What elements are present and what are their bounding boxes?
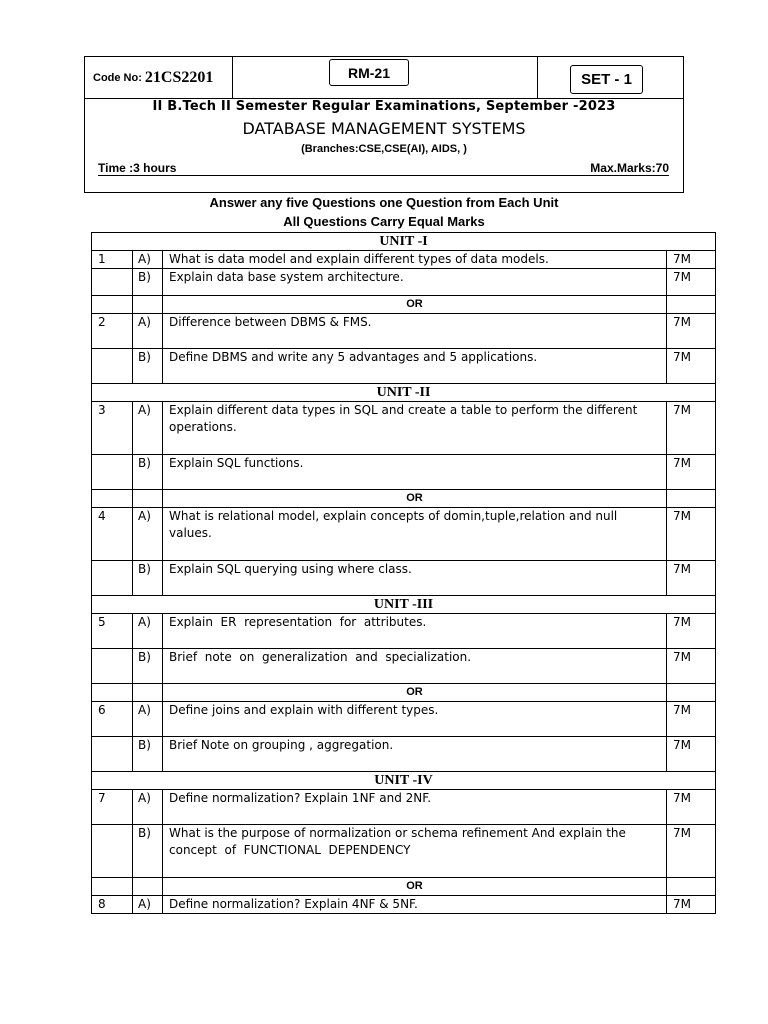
or-row [92,878,716,896]
exam-title: II B.Tech II Semester Regular Examinations, September -2023 [152,99,616,114]
header-top-row [85,57,683,99]
question-part: B) [133,349,163,384]
question-number-empty [92,269,133,296]
or-row [92,684,716,702]
question-marks: 7M [667,614,716,649]
code-cell [85,57,233,98]
unit-heading-2: UNIT -II [92,384,716,402]
question-marks: 7M [667,269,716,296]
question-row [92,790,716,825]
unit-heading-3: UNIT -III [92,596,716,614]
or-spacer [92,296,133,314]
unit-row [92,384,716,402]
question-part: A) [133,402,163,455]
question-text: Define normalization? Explain 4NF & 5NF. [163,896,667,914]
or-spacer [133,684,163,702]
or-spacer [133,878,163,896]
or-spacer [667,490,716,508]
question-marks: 7M [667,790,716,825]
question-marks: 7M [667,314,716,349]
question-row [92,737,716,772]
or-row [92,490,716,508]
max-marks-label: Max.Marks:70 [590,161,669,175]
or-label: OR [163,490,667,508]
or-spacer [667,878,716,896]
question-marks: 7M [667,702,716,737]
set-badge: SET - 1 [570,65,643,94]
question-part: B) [133,649,163,684]
or-spacer [92,684,133,702]
or-spacer [133,490,163,508]
or-label: OR [163,684,667,702]
question-row [92,702,716,737]
question-text: Difference between DBMS & FMS. [163,314,667,349]
question-number: 7 [92,790,133,825]
question-row [92,402,716,455]
unit-row [92,596,716,614]
rm-badge: RM-21 [329,59,409,86]
question-marks: 7M [667,825,716,878]
or-label: OR [163,296,667,314]
question-part: A) [133,790,163,825]
question-text: What is data model and explain different types of data models. [163,251,667,269]
unit-row [92,233,716,251]
exam-header [84,56,684,193]
question-part: A) [133,314,163,349]
question-part: B) [133,561,163,596]
question-row [92,314,716,349]
question-number-empty [92,825,133,878]
question-row [92,614,716,649]
question-text: What is relational model, explain concepts of domin,tuple,relation and null values. [163,508,667,561]
question-text: Explain SQL functions. [163,455,667,490]
question-text: Define DBMS and write any 5 advantages and 5 applications. [163,349,667,384]
or-spacer [667,296,716,314]
question-marks: 7M [667,455,716,490]
question-row [92,825,716,878]
or-spacer [667,684,716,702]
question-marks: 7M [667,402,716,455]
question-part: A) [133,508,163,561]
question-marks: 7M [667,561,716,596]
question-marks: 7M [667,649,716,684]
question-number: 1 [92,251,133,269]
question-part: A) [133,896,163,914]
question-text: Explain SQL querying using where class. [163,561,667,596]
branches: (Branches:CSE,CSE(AI), AIDS, ) [301,143,467,155]
question-number: 8 [92,896,133,914]
question-number-empty [92,349,133,384]
question-row [92,508,716,561]
rm-cell [233,57,538,98]
question-text: Explain data base system architecture. [163,269,667,296]
question-marks: 7M [667,508,716,561]
question-marks: 7M [667,349,716,384]
question-text: Brief note on generalization and specialization. [163,649,667,684]
or-spacer [92,878,133,896]
question-part: B) [133,825,163,878]
question-part: A) [133,251,163,269]
question-text: What is the purpose of normalization or schema refinement And explain the concept of FUNCTIONAL DEPENDENCY [163,825,667,878]
question-number-empty [92,455,133,490]
question-marks: 7M [667,251,716,269]
question-number: 6 [92,702,133,737]
question-number: 5 [92,614,133,649]
or-spacer [133,296,163,314]
question-table [91,232,716,914]
instruction-line-1: Answer any five Questions one Question from Each Unit [209,195,559,210]
or-label: OR [163,878,667,896]
question-row [92,455,716,490]
question-number-empty [92,561,133,596]
question-text: Brief Note on grouping , aggregation. [163,737,667,772]
or-row [92,296,716,314]
question-text: Define joins and explain with different types. [163,702,667,737]
unit-heading-4: UNIT -IV [92,772,716,790]
question-number: 2 [92,314,133,349]
question-part: B) [133,269,163,296]
question-row [92,561,716,596]
question-text: Explain different data types in SQL and create a table to perform the different operations. [163,402,667,455]
question-part: B) [133,455,163,490]
question-text: Explain ER representation for attributes. [163,614,667,649]
question-marks: 7M [667,896,716,914]
question-row [92,649,716,684]
time-label: Time :3 hours [98,161,177,175]
question-part: B) [133,737,163,772]
question-row [92,251,716,269]
unit-row [92,772,716,790]
question-text: Define normalization? Explain 1NF and 2NF. [163,790,667,825]
question-part: A) [133,702,163,737]
instruction-line-2: All Questions Carry Equal Marks [283,214,485,229]
subject-title: DATABASE MANAGEMENT SYSTEMS [242,119,526,138]
question-row [92,896,716,914]
question-marks: 7M [667,737,716,772]
header-underline [98,175,669,176]
question-part: A) [133,614,163,649]
question-row [92,269,716,296]
question-number-empty [92,737,133,772]
question-number-empty [92,649,133,684]
question-row [92,349,716,384]
unit-heading-1: UNIT -I [92,233,716,251]
code-label: Code No: [93,71,142,84]
code-value: 21CS2201 [144,68,214,86]
question-number: 3 [92,402,133,455]
or-spacer [92,490,133,508]
question-number: 4 [92,508,133,561]
